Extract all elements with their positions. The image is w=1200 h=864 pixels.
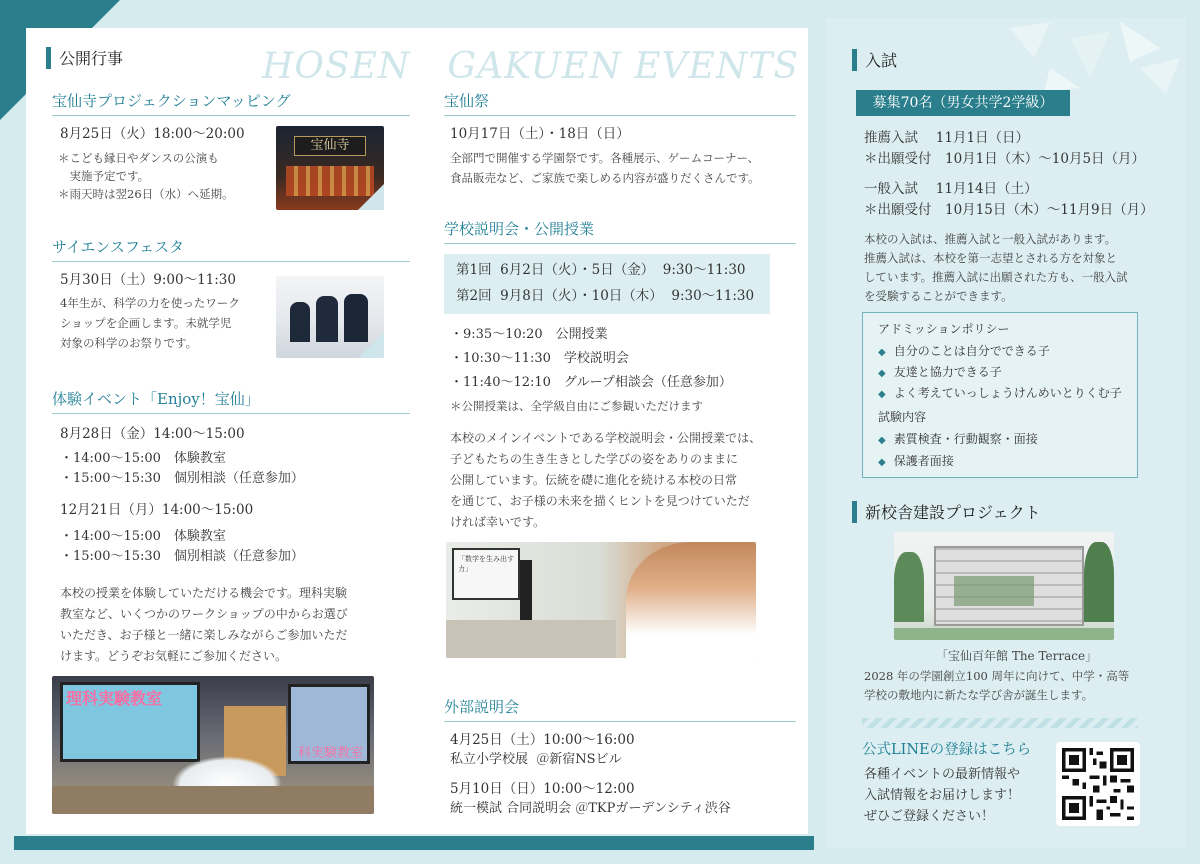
line-title: 公式LINEの登録はこちら [862, 742, 1032, 758]
science-text: 対象の科学のお祭りです。 [60, 336, 198, 350]
section-heading-events [46, 46, 123, 69]
science-class-photo [52, 676, 374, 814]
quota-badge: 募集70名（男女共学2学級） [856, 90, 1070, 116]
board-text: 理科実験教室 [66, 689, 163, 708]
building-text: 2028 年の学園創立100 周年に向けて、中学・高等 [864, 669, 1130, 683]
festival-title: 宝仙祭 [444, 90, 796, 116]
enjoy-item: ・14:00〜15:00 体験教室 [60, 451, 226, 466]
enjoy-item: ・14:00〜15:00 体験教室 [60, 529, 226, 544]
science-text: 4年生が、科学の力を使ったワーク [60, 296, 240, 310]
policy-title: アドミッションポリシー [878, 322, 1010, 336]
temple-sign: 宝仙寺 [294, 136, 366, 156]
exam-content-item: ◆ 素質検査・行動観察・面接 [878, 432, 1038, 446]
enjoy-text: 本校の授業を体験していただける機会です。理科実験 [60, 586, 348, 600]
dashed-divider [862, 718, 1138, 728]
science-title: サイエンスフェスタ [52, 236, 410, 262]
building-title: 新校舎建設プロジェクト [865, 503, 1041, 522]
briefing-round-1: 第1回 6月2日（火）・5日（金） 9:30〜11:30 [456, 262, 746, 278]
diamond-icon: ◆ [878, 347, 886, 358]
enjoy-date-1: 8月28日（金）14:00〜15:00 [60, 426, 245, 442]
festival-text: 食品販売など、ご家族で楽しめる内容が盛りだくさんです。 [450, 171, 760, 185]
building-caption: 「宝仙百年館 The Terrace」 [936, 649, 1098, 663]
heading-marker [46, 47, 51, 69]
enjoy-item: ・15:00〜15:30 個別相談（任意参加） [60, 549, 304, 564]
science-text: ショップを企画します。未就学児 [60, 316, 232, 330]
briefing-text: を通じて、お子様の未来を描くヒントを見つけていただ [450, 494, 750, 508]
briefing-note: ＊公開授業は、全学級自由にご参観いただけます [450, 399, 703, 413]
heading-marker [852, 501, 857, 523]
bottom-accent-bar [14, 836, 814, 850]
diamond-icon: ◆ [878, 389, 886, 400]
briefing-text: 本校のメインイベントである学校説明会・公開授業では、 [450, 431, 762, 445]
students-photo [276, 276, 384, 358]
line-text: 各種イベントの最新情報や [864, 767, 1021, 782]
briefing-item: ・9:35〜10:20 公開授業 [450, 327, 608, 342]
external-venue-2: 統一模試 合同説明会 ＠TKPガーデンシティ渋谷 [450, 801, 731, 816]
heading-marker [852, 49, 857, 71]
section-title: 公開行事 [59, 49, 124, 68]
enjoy-text: いただき、お子様と一緒に楽しみながらご参加いただ [60, 628, 348, 642]
exam-text: 推薦入試は、本校を第一志望とされる方を対象と [864, 251, 1117, 265]
board-text-2: 科実験教室 [298, 746, 364, 761]
building-text: 学校の敷地内に新たな学び舎が誕生します。 [864, 688, 1094, 702]
diamond-icon: ◆ [878, 457, 886, 468]
festival-text: 全部門で開催する学園祭です。各種展示、ゲームコーナー、 [450, 151, 760, 165]
external-date-2: 5月10日（日）10:00〜12:00 [450, 781, 635, 797]
building-render [894, 532, 1114, 640]
mapping-note: ＊こども縁日やダンスの公演も [58, 151, 219, 165]
briefing-title: 学校説明会・公開授業 [444, 218, 796, 244]
classroom-board: 「数学を生み出す力」 [452, 548, 520, 600]
policy-item: ◆ 自分のことは自分でできる子 [878, 344, 1050, 358]
diamond-icon: ◆ [878, 435, 886, 446]
briefing-item: ・10:30〜11:30 学校説明会 [450, 351, 629, 366]
background-title: HOSEN GAKUEN EVENTS [262, 46, 800, 87]
temple-photo [276, 126, 384, 210]
enjoy-text: 教室など、いくつかのワークショップの中からお選び [60, 607, 348, 621]
enjoy-date-2: 12月21日（月）14:00〜15:00 [60, 502, 254, 518]
diamond-icon: ◆ [878, 368, 886, 379]
open-class-photo [446, 542, 756, 658]
enjoy-title: 体験イベント「Enjoy！宝仙」 [52, 388, 410, 414]
section-heading-exam [852, 48, 897, 71]
qr-code-icon [1062, 748, 1134, 820]
exam-recommend-apply: ＊出願受付 10月1日（木）〜10月5日（月） [864, 151, 1146, 167]
external-date-1: 4月25日（土）10:00〜16:00 [450, 732, 635, 748]
policy-item: ◆ 友達と協力できる子 [878, 365, 1002, 379]
briefing-round-2: 第2回 9月8日（火）・10日（木） 9:30〜11:30 [456, 288, 755, 304]
mapping-title: 宝仙寺プロジェクションマッピング [52, 90, 410, 116]
exam-title: 入試 [865, 51, 898, 70]
exam-text: しています。推薦入試に出願された方も、一般入試 [864, 270, 1128, 284]
exam-text: を受験することができます。 [864, 289, 1013, 303]
exam-content-title: 試験内容 [878, 410, 927, 424]
exam-recommend: 推薦入試 11月1日（日） [864, 130, 1030, 146]
line-qr-code[interactable] [1056, 742, 1140, 826]
external-title: 外部説明会 [444, 696, 796, 722]
section-heading-building [852, 500, 1041, 523]
policy-item: ◆ よく考えていっしょうけんめいとりくむ子 [878, 386, 1122, 400]
enjoy-item: ・15:00〜15:30 個別相談（任意参加） [60, 471, 304, 486]
briefing-text: 子どもたちの生き生きとした学びの姿をありのままに [450, 452, 739, 466]
external-venue-1: 私立小学校展 ＠新宿NSビル [450, 752, 622, 767]
line-text: 入試情報をお届けします！ [864, 788, 1021, 803]
decorative-triangles [990, 18, 1186, 98]
mapping-date: 8月25日（火）18:00〜20:00 [60, 126, 245, 142]
exam-general: 一般入試 11月14日（土） [864, 181, 1038, 197]
mapping-note: 実施予定です。 [58, 169, 150, 183]
briefing-text: ければ幸いです。 [450, 515, 546, 529]
festival-date: 10月17日（土）・18日（日） [450, 126, 630, 142]
briefing-text: 公開しています。伝統を礎に進化を続ける本校の日常 [450, 473, 738, 487]
exam-content-item: ◆ 保護者面接 [878, 454, 954, 468]
mapping-note: ＊雨天時は翌26日（水）へ延期。 [58, 187, 234, 201]
briefing-item: ・11:40〜12:10 グループ相談会（任意参加） [450, 375, 732, 390]
exam-text: 本校の入試は、推薦入試と一般入試があります。 [864, 232, 1117, 246]
enjoy-text: けます。どうぞお気軽にご参加ください。 [60, 649, 288, 663]
exam-general-apply: ＊出願受付 10月15日（木）〜11月9日（月） [864, 202, 1154, 218]
science-date: 5月30日（土）9:00〜11:30 [60, 272, 236, 288]
line-text: ぜひご登録ください！ [864, 809, 995, 824]
